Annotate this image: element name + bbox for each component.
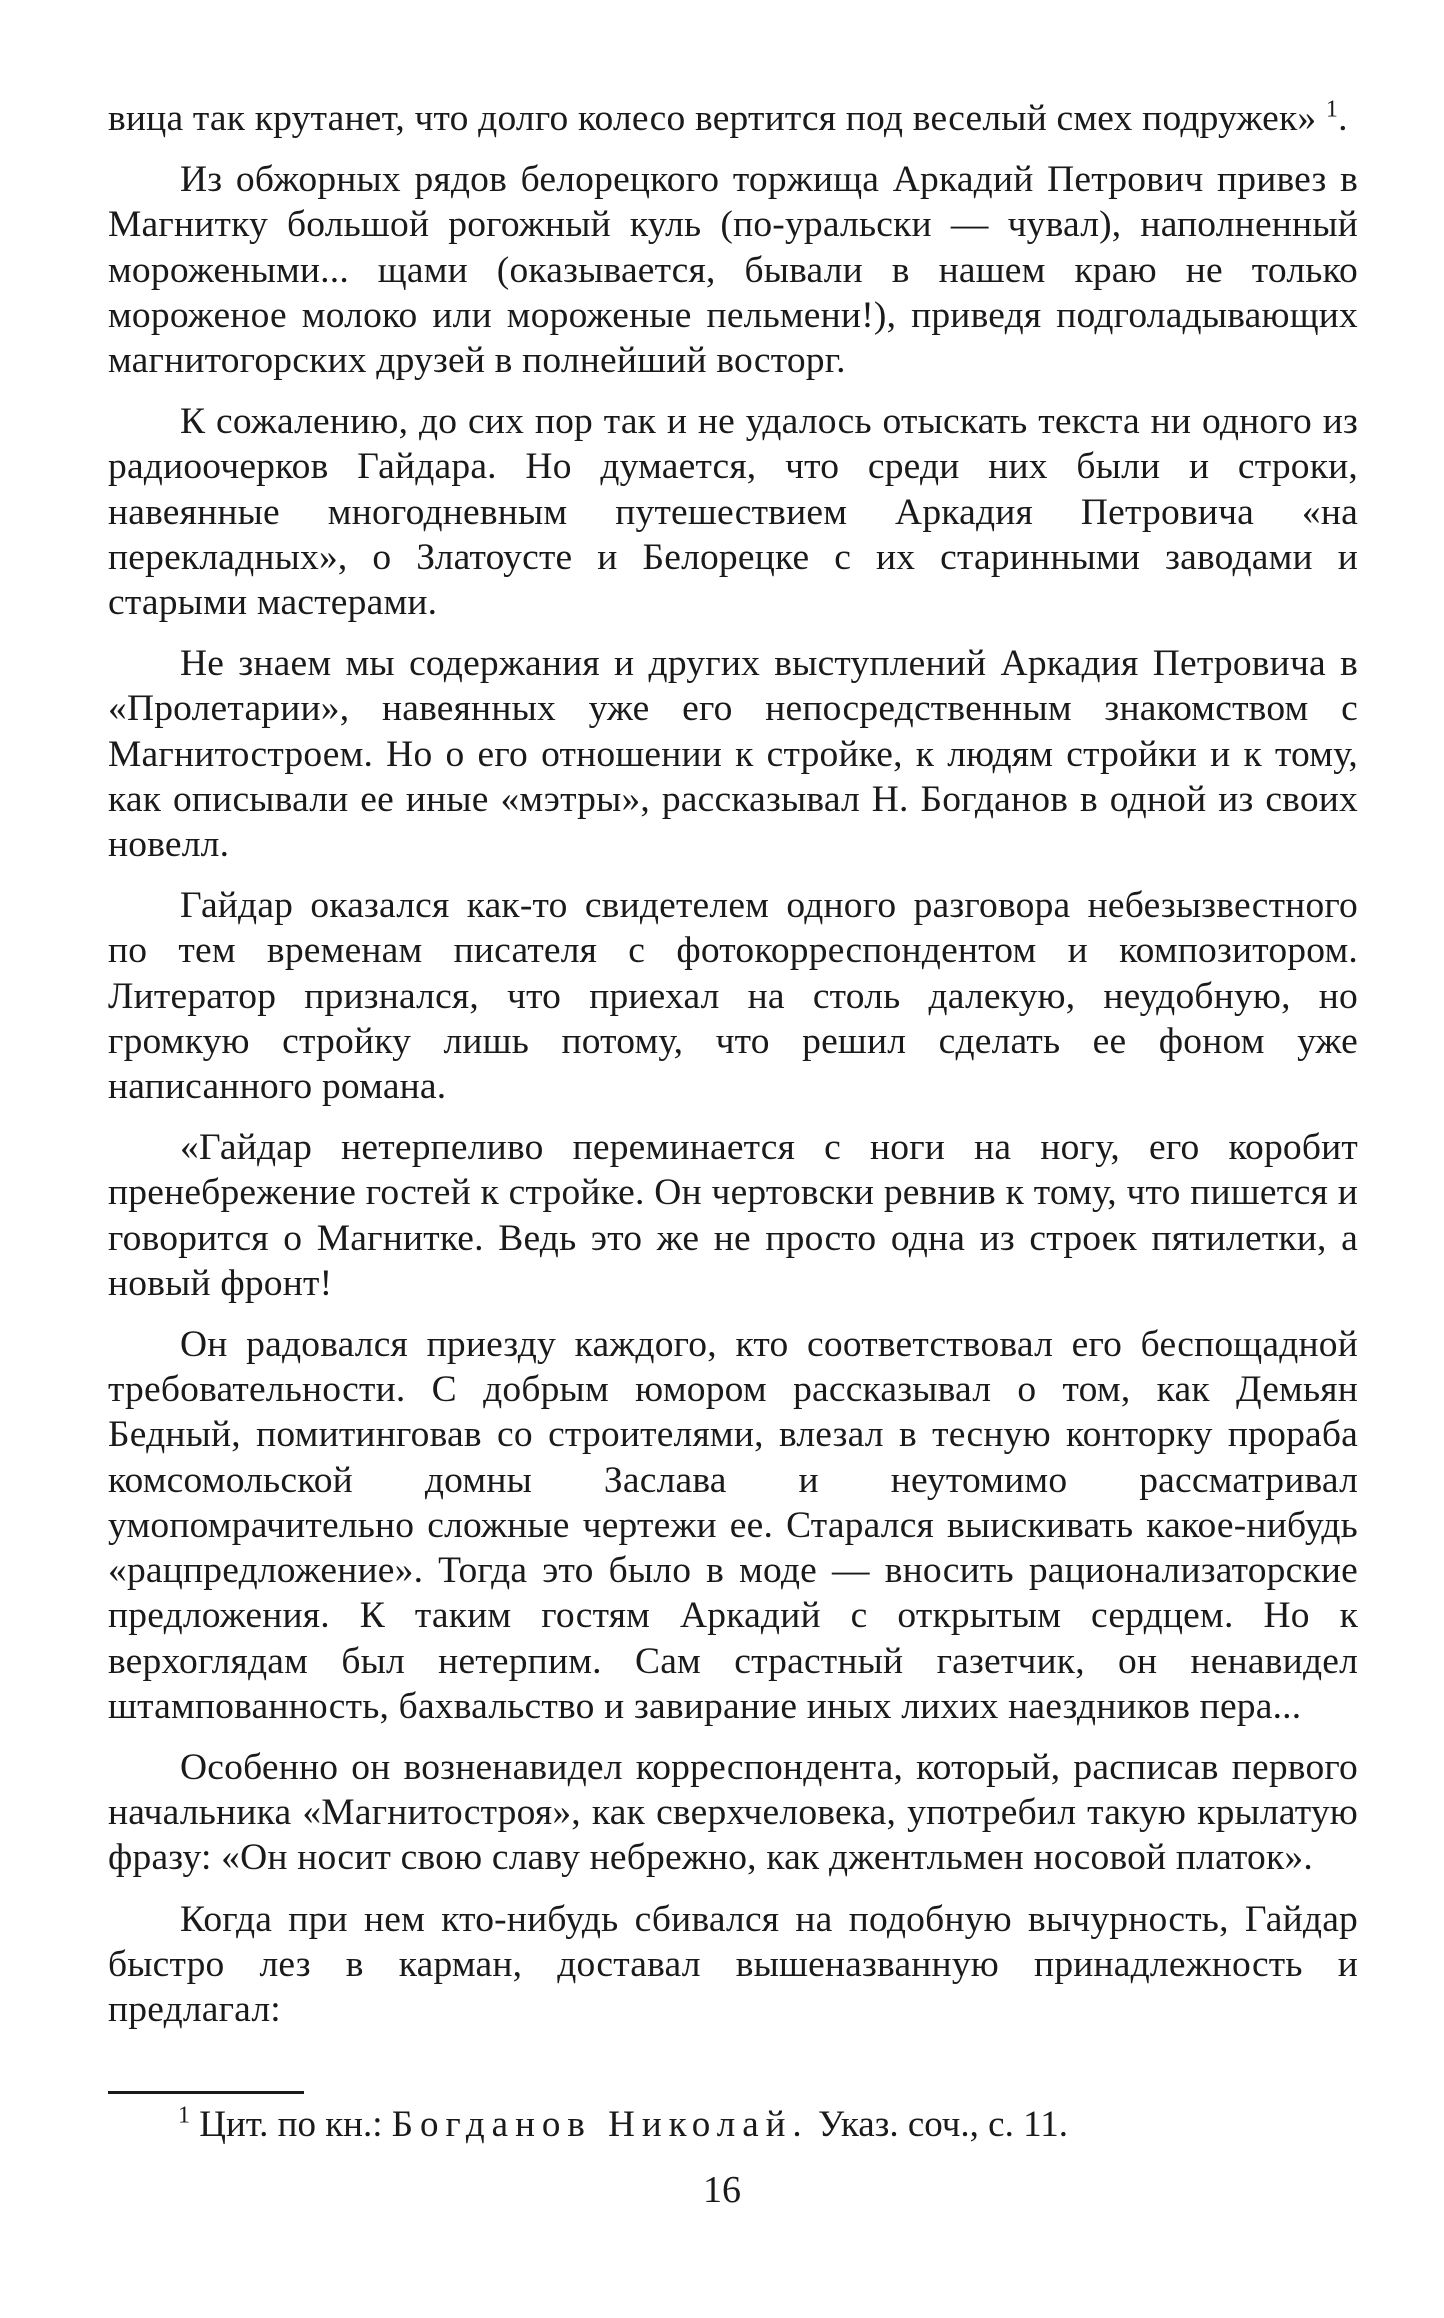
paragraph-3: К сожалению, до сих пор так и не удалось отыскать текста ни одного из радиоочерков Гайдара. Но думается, что среди них были и строки, навеянные многодневным путешествием Аркадия Петровича «на перекладных», о Златоусте и Белорецке с их старинными заводами и старыми мастерами. bbox=[108, 401, 1358, 624]
footnote-reference: 1 bbox=[1325, 96, 1339, 123]
page-body bbox=[108, 96, 1358, 2048]
footnote-prefix: Цит. по кн.: bbox=[199, 2104, 383, 2145]
paragraph-1-text: вица так крутанет, что долго колесо вертится под веселый смех подружек» bbox=[108, 98, 1317, 139]
paragraph-9: Когда при нем кто-нибудь сбивался на подобную вычурность, Гайдар быстро лез в карман, доставал вышеназванную принадлежность и предлагал: bbox=[108, 1898, 1358, 2030]
paragraph-2: Из обжорных рядов белорецкого торжища Аркадий Петрович привез в Магнитку большой рогожный куль (по-уральски — чувал), наполненный морожеными... щами (оказывается, бывали в нашем краю не только мороженое молоко или мороженые пельмени!), приведя подголадывающих магнитогорских друзей в полнейший восторг. bbox=[108, 159, 1358, 382]
paragraph-8: Особенно он возненавидел корреспондента, который, расписав первого начальника «Магнитостроя», как сверхчеловека, употребил такую крылатую фразу: «Он носит свою славу небрежно, как джентльмен носовой платок». bbox=[108, 1746, 1358, 1879]
paragraph-7: Он радовался приезду каждого, кто соответствовал его беспощадной требовательности. С добрым юмором рассказывал о том, как Демьян Бедный, помитинговав со строителями, влезал в тесную конторку прораба комсомольской домны Заслава и неутомимо рассматривал умопомрачительно сложные чертежи ее. Старался выискивать какое-нибудь «рацпредложение». Тогда это было в моде — вносить рационализаторские предложения. К таким гостям Аркадий с открытым сердцем. Но к верхоглядам был нетерпим. Сам страстный газетчик, он ненавидел штампованность, бахвальство и завирание иных лихих наездников пера... bbox=[108, 1324, 1358, 1727]
footnote bbox=[178, 2103, 1358, 2147]
paragraph-6: «Гайдар нетерпеливо переминается с ноги на ногу, его коробит пренебрежение гостей к стройке. Он чертовски ревнив к тому, что пишется и говорится о Магнитке. Ведь это же не просто одна из строек пятилетки, а новый фронт! bbox=[108, 1127, 1358, 1304]
paragraph-1-end: . bbox=[1338, 98, 1348, 139]
page-number: 16 bbox=[703, 2169, 741, 2211]
footnote-source: Указ. соч., с. 11. bbox=[817, 2104, 1068, 2145]
footnote-author: Богданов Николай. bbox=[391, 2104, 809, 2145]
paragraph-5: Гайдар оказался как-то свидетелем одного разговора небезызвестного по тем временам писателя с фотокорреспондентом и композитором. Литератор признался, что приехал на столь далекую, неудобную, но громкую стройку лишь потому, что решил сделать ее фоном уже написанного романа. bbox=[108, 885, 1358, 1108]
paragraph-1 bbox=[108, 96, 1358, 141]
footnote-divider bbox=[108, 2091, 304, 2094]
paragraph-4: Не знаем мы содержания и других выступлений Аркадия Петровича в «Пролетарии», навеянных уже его непосредственным знакомством с Магнитостроем. Но о его отношении к стройке, к людям стройки и к тому, как описывали ее иные «мэтры», рассказывал Н. Богданов в одной из своих новелл. bbox=[108, 643, 1358, 866]
footnote-marker: 1 bbox=[178, 2102, 190, 2129]
